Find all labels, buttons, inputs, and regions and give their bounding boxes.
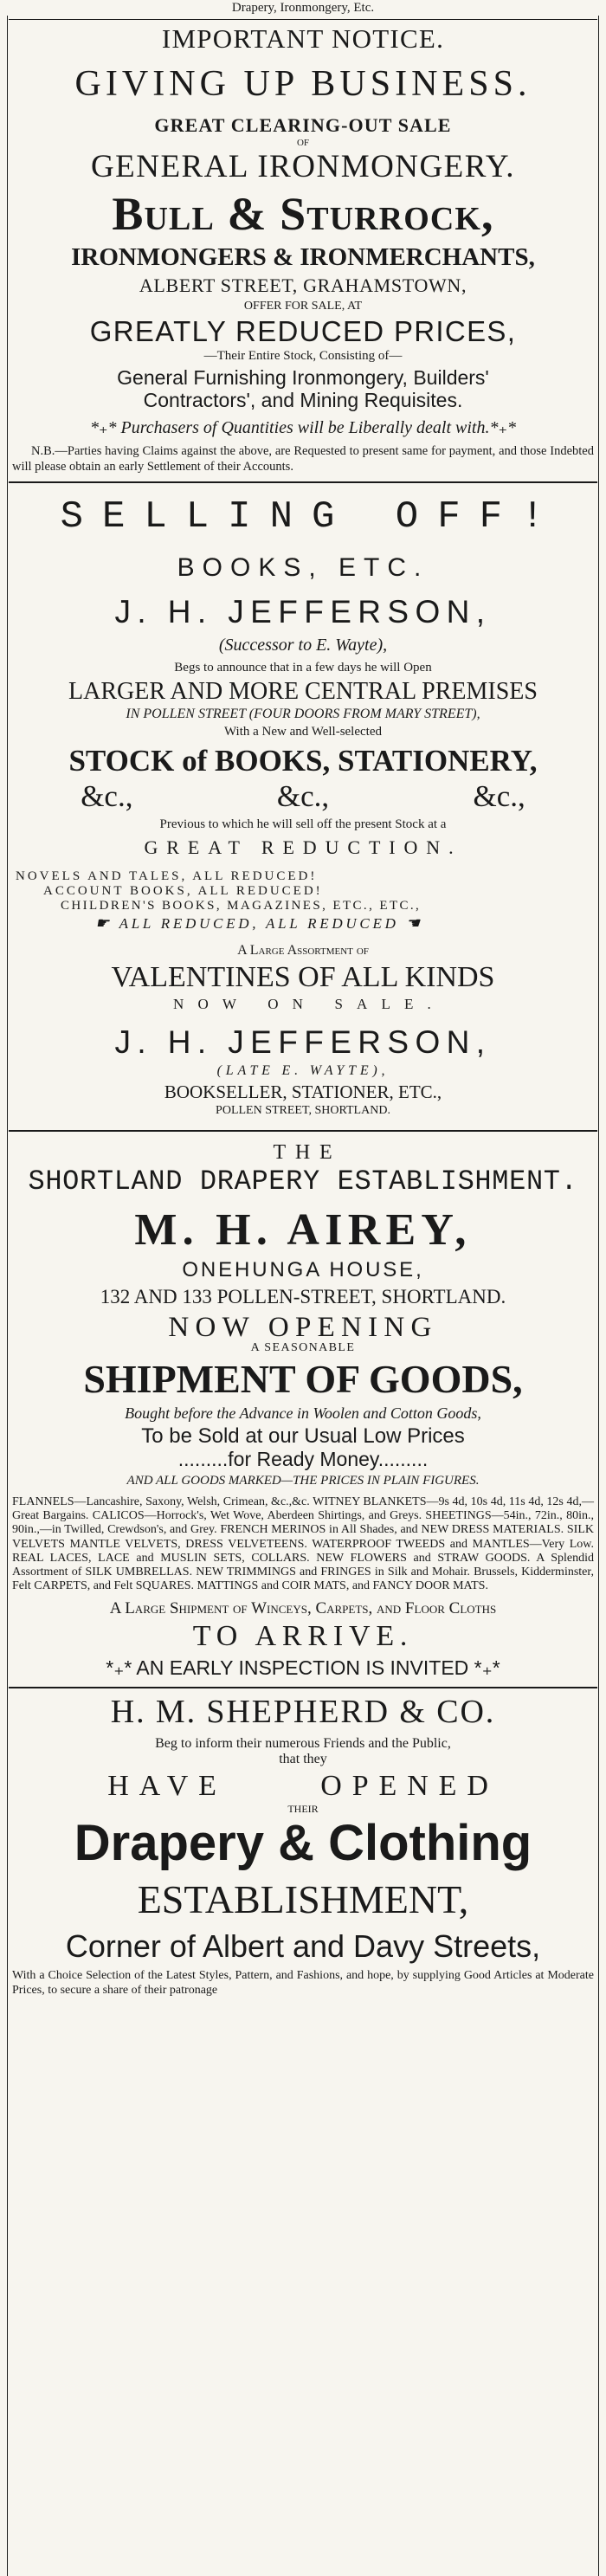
announce-line: Begs to announce that in a few days he will Open — [174, 660, 432, 675]
inform-line: Beg to inform their numerous Friends and the Public, — [155, 1735, 451, 1751]
have-opened-row — [9, 1771, 597, 1802]
shepherd-name: H. M. SHEPHERD & CO. — [110, 1693, 496, 1730]
jefferson-name: J. H. JEFFERSON, — [114, 593, 492, 629]
now-on-sale-line: NOW ON SALE. — [173, 995, 445, 1012]
etc-item: &c., — [473, 779, 525, 814]
ad-divider-1 — [9, 481, 597, 483]
offer-line: OFFER FOR SALE, AT — [243, 300, 363, 313]
onehunga-house: ONEHUNGA HOUSE, — [182, 1258, 424, 1282]
stock-line: —Their Entire Stock, Consisting of— — [203, 349, 403, 364]
purchasers-note: *₊* Purchasers of Quantities will be Liberally dealt with.*₊* — [89, 418, 517, 438]
that-line: that they — [279, 1752, 327, 1767]
firm-name: Bull & Sturrock, — [112, 187, 494, 240]
goods-line-1: General Furnishing Ironmongery, Builders' — [117, 366, 489, 390]
jefferson-name-2: J. H. JEFFERSON, — [114, 1023, 492, 1060]
nb-text: N.B.—Parties having Claims against the above, are Requested to present same for payment, and those Indebted will please obtain an early Settlement of their Accounts. — [12, 444, 594, 474]
bookseller-line: BOOKSELLER, STATIONER, ETC., — [164, 1081, 442, 1103]
shipment-2-line: A Large Shipment of Winceys, Carpets, and Floor Cloths — [109, 1598, 497, 1617]
opened-word: OPENED — [320, 1770, 499, 1803]
goods-line-2: Contractors', and Mining Requisites. — [143, 389, 463, 412]
shipment-line: SHIPMENT OF GOODS, — [83, 1356, 523, 1401]
sold-line: To be Sold at our Usual Low Prices — [141, 1424, 465, 1449]
notice-title: IMPORTANT NOTICE. — [161, 23, 445, 54]
sale-line: GREAT CLEARING-OUT SALE — [154, 114, 452, 137]
trade-line: GENERAL IRONMONGERY. — [90, 149, 516, 185]
ad-divider-3 — [9, 1687, 597, 1688]
establishment-line: ESTABLISHMENT, — [137, 1877, 469, 1922]
have-word: HAVE — [107, 1770, 227, 1803]
right-column-rule — [598, 16, 599, 2576]
the-line: THE — [273, 1140, 342, 1164]
stock-line: STOCK of BOOKS, STATIONERY, — [68, 744, 538, 778]
marked-line: AND ALL GOODS MARKED—THE PRICES IN PLAIN FIGURES. — [126, 1474, 480, 1488]
of-line: OF — [296, 138, 310, 149]
all-reduced-text: ALL REDUCED, ALL REDUCED — [119, 914, 399, 932]
etc-item: &c., — [276, 779, 330, 814]
account-line: ACCOUNT BOOKS, ALL REDUCED! — [43, 884, 323, 899]
seasonable-line: A SEASONABLE — [250, 1341, 356, 1355]
now-opening-line: NOW OPENING — [168, 1311, 438, 1343]
nb-paragraph — [9, 444, 597, 475]
ad-shepherd — [9, 1695, 597, 1998]
novels-line: NOVELS AND TALES, ALL REDUCED! — [16, 868, 318, 883]
drapery-title: SHORTLAND DRAPERY ESTABLISHMENT. — [28, 1165, 578, 1198]
inspection-line: *₊* AN EARLY INSPECTION IS INVITED *₊* — [106, 1656, 500, 1679]
premises-line: LARGER AND MORE CENTRAL PREMISES — [68, 677, 538, 705]
their-line: THEIR — [287, 1802, 319, 1815]
etc-row — [9, 781, 597, 813]
reduction-line: GREAT REDUCTION. — [144, 836, 462, 858]
firm-description: IRONMONGERS & IRONMERCHANTS, — [71, 242, 535, 271]
pointing-hand-right-icon: ☚ — [405, 914, 423, 932]
ad-bull-sturrock — [9, 25, 597, 475]
drapery-clothing-line: Drapery & Clothing — [74, 1815, 532, 1872]
street-line: POLLEN STREET, SHORTLAND. — [216, 1104, 390, 1118]
headline: GIVING UP BUSINESS. — [74, 64, 532, 105]
bought-line: Bought before the Advance in Woolen and Cotton Goods, — [125, 1404, 481, 1423]
books-line: BOOKS, ETC. — [177, 553, 429, 583]
airey-name: M. H. AIREY, — [134, 1204, 472, 1255]
selling-off-headline: SELLING OFF! — [60, 495, 564, 539]
ad-jefferson — [9, 497, 597, 1118]
with-new-line: With a New and Well-selected — [223, 724, 382, 739]
ad-divider-2 — [9, 1130, 597, 1132]
successor-line: (Successor to E. Wayte), — [218, 635, 388, 655]
choice-paragraph: With a Choice Selection of the Latest Styles, Pattern, and Fashions, and hope, by supplying Good Articles at Moderate Prices, to secure a share of their patronage — [12, 1969, 594, 1998]
assortment-line: A Large Assortment of — [237, 943, 369, 959]
flannels-paragraph: FLANNELS—Lancashire, Saxony, Welsh, Crimean, &c.,&c. WITNEY BLANKETS—9s 4d, 10s 4d, 11s 4d, 12s 4d,—Great Bargains. CALICOS—Horrock's, Wet Wove, Aberdeen Shirtings, and Greys. SHEETINGS—54in., 72in., 80in., 90in.,—in Twilled, Crewdson's, and Grey. FRENCH MERINOS in All Shades, and NEW DRESS MATERIALS. SILK VELVETS MANTLE VELVETS, DRESS VELVETEENS. WATERPROOF TWEEDS and MANTLES—Very Low. REAL LACES, LACE and MUSLIN SETS, COLLARS. NEW FLOWERS and STRAW GOODS. A Splendid Assortment of SILK UMBRELLAS. NEW TRIMMINGS and FRINGES in Silk and Mohair. Brussels, Kidderminster, Felt CARPETS, and Felt SQUARES. MATTINGS and COIR MATS, and FANCY DOOR MATS. — [12, 1495, 594, 1592]
ready-money-line: .........for Ready Money......... — [177, 1448, 429, 1471]
prices-line: GREATLY REDUCED PRICES, — [89, 314, 517, 347]
left-column-rule — [7, 16, 8, 2576]
arrive-line: TO ARRIVE. — [192, 1619, 414, 1652]
pointing-hand-left-icon: ☛ — [95, 914, 113, 932]
header-divider — [9, 19, 597, 20]
children-line: CHILDREN'S BOOKS, MAGAZINES, ETC., ETC., — [61, 899, 422, 914]
firm-address: ALBERT STREET, GRAHAMSTOWN, — [139, 274, 467, 296]
late-line: (LATE E. WAYTE), — [216, 1063, 390, 1079]
etc-item: &c., — [81, 779, 133, 814]
section-header: Drapery, Ironmongery, Etc. — [231, 1, 375, 15]
previous-line: Previous to which he will sell off the present Stock at a — [159, 817, 447, 831]
ad-airey — [9, 1142, 597, 1678]
valentines-line: VALENTINES OF ALL KINDS — [111, 961, 495, 994]
airey-address: 132 AND 133 POLLEN-STREET, SHORTLAND. — [100, 1285, 506, 1307]
all-reduced-line — [9, 914, 597, 933]
location-line: IN POLLEN STREET (FOUR DOORS FROM MARY STREET), — [126, 706, 480, 721]
corner-line: Corner of Albert and Davy Streets, — [65, 1927, 541, 1964]
